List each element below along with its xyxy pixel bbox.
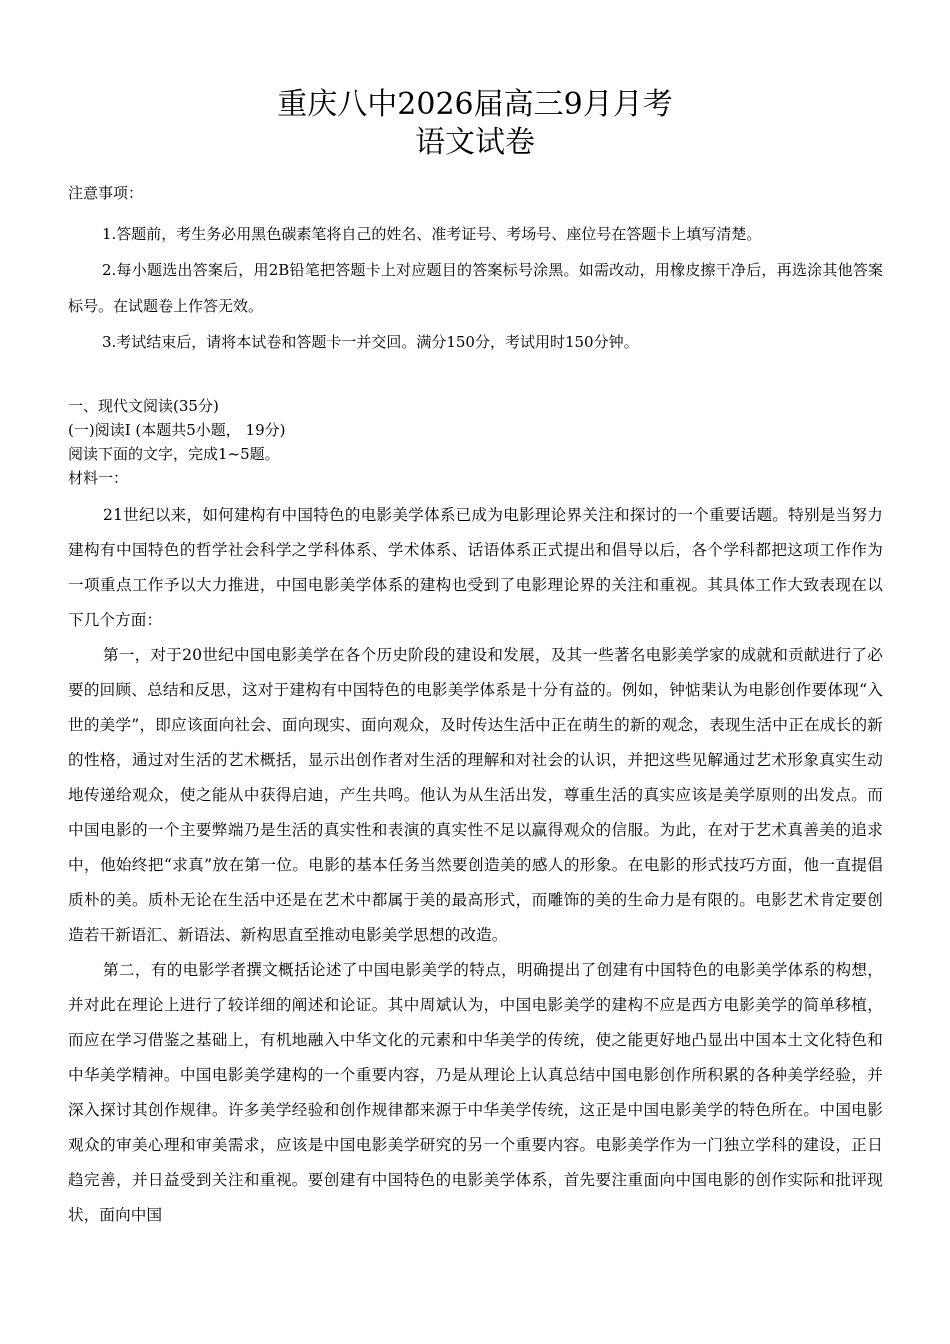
exam-title: 重庆八中2026届高三9月月考: [277, 87, 673, 122]
material-paragraph-3: 第二，有的电影学者撰文概括论述了中国电影美学的特点，明确提出了创建有中国特色的电影美学体系的构想，并对此在理论上进行了较详细的阐述和论证。其中周斌认为，中国电影美学的建构不应是西方电影美学的简单移植，而应在学习借鉴之基础上，有机地融入中华文化的元素和中华美学的传统，使之能更好地凸显出中国本土文化特色和中华美学精神。中国电影美学建构的一个重要内容，乃是从理论上认真总结中国电影创作所积累的各种美学经验，并深入探讨其创作规律。许多美学经验和创作规律都来源于中华美学传统，这正是中国电影美学的特色所在。中国电影观众的审美心理和审美需求，应该是中国电影美学研究的另一个重要内容。电影美学作为一门独立学科的建设，正日趋完善，并日益受到关注和重视。要创建有中国特色的电影美学体系，首先要注重面向中国电影的创作实际和批评现状，面向中国: [68, 961, 883, 1224]
notice-item-3: 3.考试结束后，请将本试卷和答题卡一并交回。满分150分，考试用时150分钟。: [102, 333, 639, 351]
spacer: [68, 360, 883, 394]
material-paragraph-2: 第一，对于20世纪中国电影美学在各个历史阶段的建设和发展，及其一些著名电影美学家的成就和贡献进行了必要的回顾、总结和反思，这对于建构有中国特色的电影美学体系是十分有益的。例如，钟惦棐认为电影创作要体现“入世的美学”，即应该面向社会、面向现实、面向观众，及时传达生活中正在萌生的新的观念，表现生活中正在成长的新的性格，通过对生活的艺术概括，显示出创作者对生活的理解和对社会的认识，并把这些见解通过艺术形象真实生动地传递给观众，使之能从中获得启迪，产生共鸣。他认为从生活出发，尊重生活的真实应该是美学原则的出发点。而中国电影的一个主要弊端乃是生活的真实性和表演的真实性不足以赢得观众的信服。为此，在对于艺术真善美的追求中，他始终把“求真”放在第一位。电影的基本任务当然要创造美的感人的形象。在电影的形式技巧方面，他一直提倡质朴的美。质朴无论在生活中还是在艺术中都属于美的最高形式，而雕饰的美的生命力是有限的。电影艺术肯定要创造若干新语汇、新语法、新构思直至推动电影美学思想的改造。: [68, 646, 883, 944]
section-heading: 一、现代文阅读(35分): [68, 397, 219, 415]
notice-heading: 注意事项：: [68, 184, 144, 202]
material-label: 材料一：: [68, 469, 129, 487]
notice-item-1: 1.答题前，考生务必用黑色碳素笔将自己的姓名、准考证号、考场号、座位号在答题卡上填写清楚。: [102, 225, 762, 243]
reading-instruction: 阅读下面的文字，完成1~5题。: [68, 445, 280, 463]
exam-body: [68, 180, 883, 1233]
subsection-heading: (一)阅读Ⅰ (本题共5小题， 19分): [68, 421, 286, 439]
material-paragraph-1: 21世纪以来，如何建构有中国特色的电影美学体系已成为电影理论界关注和探讨的一个重要话题。特别是当努力建构有中国特色的哲学社会科学之学科体系、学术体系、话语体系正式提出和倡导以后，各个学科都把这项工作作为一项重点工作予以大力推进，中国电影美学体系的建构也受到了电影理论界的关注和重视。其具体工作大致表现在以下几个方面：: [68, 506, 883, 629]
notice-item-2: 2.每小题选出答案后，用2B铅笔把答题卡上对应题目的答案标号涂黑。如需改动，用橡皮擦干净后，再选涂其他答案标号。在试题卷上作答无效。: [68, 261, 883, 315]
exam-subtitle: 语文试卷: [415, 125, 535, 160]
